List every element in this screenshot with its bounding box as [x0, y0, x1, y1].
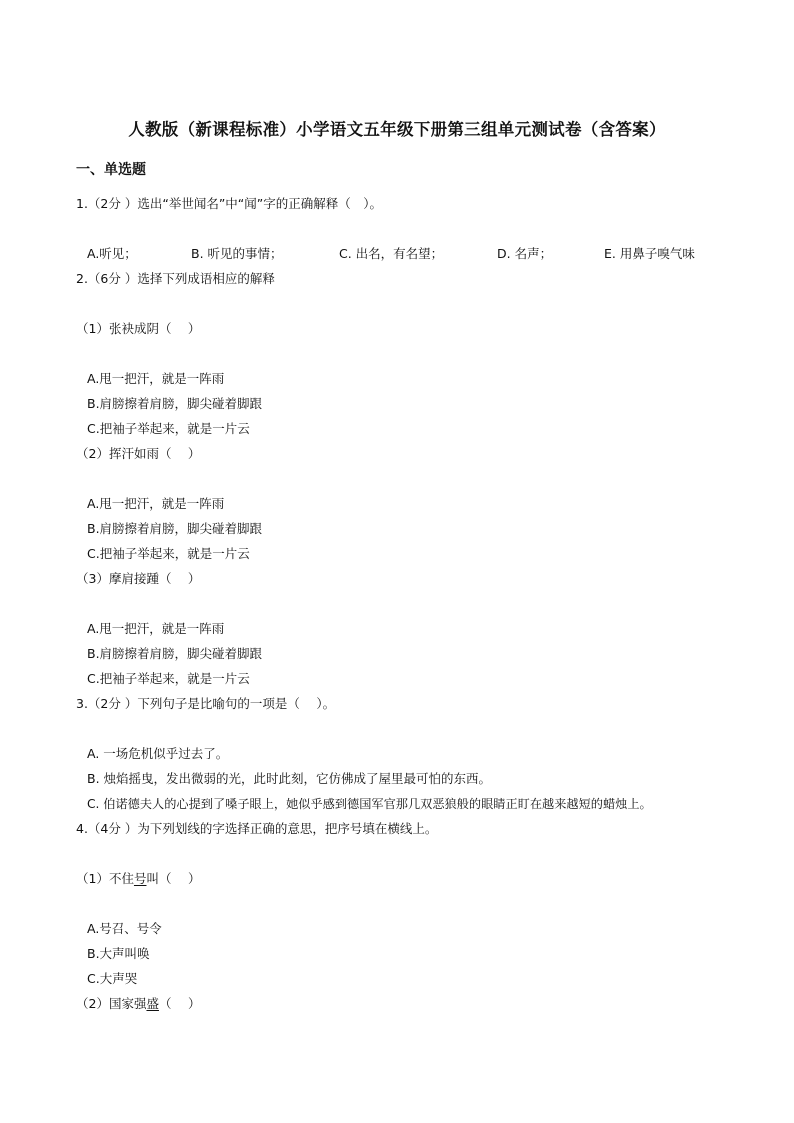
q2-sub3-option-b: B.肩膀擦着肩膀，脚尖碰着脚跟 [87, 646, 263, 661]
q3-option-b: B. 烛焰摇曳，发出微弱的光，此时此刻，它仿佛成了屋里最可怕的东西。 [87, 771, 492, 786]
q4-sub1-underlined-char: 号 [133, 871, 147, 886]
q1-option-e: E. 用鼻子嗅气味 [604, 246, 695, 261]
q4-sub2-prefix: （2）国家强 [76, 996, 147, 1011]
question-3-stem: 3.（2分 ）下列句子是比喻句的一项是（ ）。 [76, 696, 336, 711]
q1-option-b: B. 听见的事情； [191, 246, 283, 261]
q1-option-c: C. 出名，有名望； [339, 246, 444, 261]
q2-sub1-option-a: A.甩一把汗，就是一阵雨 [87, 371, 225, 386]
question-1-stem: 1.（2分 ）选出“举世闻名”中“闻”字的正确解释（ ）。 [76, 196, 383, 211]
q4-sub1-option-c: C.大声哭 [87, 971, 138, 986]
question-2-stem: 2.（6分 ）选择下列成语相应的解释 [76, 271, 275, 286]
q2-sub2-option-b: B.肩膀擦着肩膀，脚尖碰着脚跟 [87, 521, 263, 536]
q4-sub-2 [76, 996, 200, 1012]
q4-sub1-option-a: A.号召、号令 [87, 921, 162, 936]
section-heading: 一、单选题 [76, 162, 146, 178]
q3-option-c: C. 伯诺德夫人的心提到了嗓子眼上，她似乎感到德国军官那几双恶狼般的眼睛正盯在越来越短的蜡烛上。 [87, 797, 652, 811]
q2-sub1-option-c: C.把袖子举起来，就是一片云 [87, 421, 250, 436]
q4-sub1-suffix: 叫（ ） [146, 871, 201, 886]
q2-sub-1: （1）张袂成阴（ ） [76, 321, 201, 336]
question-4-stem: 4.（4分 ）为下列划线的字选择正确的意思，把序号填在横线上。 [76, 821, 438, 836]
q4-sub2-underlined-char: 盛 [146, 996, 159, 1011]
q4-sub1-prefix: （1）不住 [76, 871, 134, 886]
q1-option-d: D. 名声； [497, 246, 553, 261]
q2-sub-3: （3）摩肩接踵（ ） [76, 571, 201, 586]
q3-option-a: A. 一场危机似乎过去了。 [87, 746, 229, 761]
q4-sub1-option-b: B.大声叫唤 [87, 946, 150, 961]
q2-sub3-option-a: A.甩一把汗，就是一阵雨 [87, 621, 225, 636]
page-title: 人教版（新课程标准）小学语文五年级下册第三组单元测试卷（含答案） [128, 120, 666, 139]
q2-sub2-option-c: C.把袖子举起来，就是一片云 [87, 546, 250, 561]
q2-sub2-option-a: A.甩一把汗，就是一阵雨 [87, 496, 225, 511]
q2-sub-2: （2）挥汗如雨（ ） [76, 446, 201, 461]
q1-option-a: A.听见； [87, 246, 137, 261]
q4-sub2-suffix: （ ） [158, 996, 201, 1011]
q2-sub3-option-c: C.把袖子举起来，就是一片云 [87, 671, 250, 686]
q4-sub-1 [76, 871, 200, 887]
q2-sub1-option-b: B.肩膀擦着肩膀，脚尖碰着脚跟 [87, 396, 263, 411]
